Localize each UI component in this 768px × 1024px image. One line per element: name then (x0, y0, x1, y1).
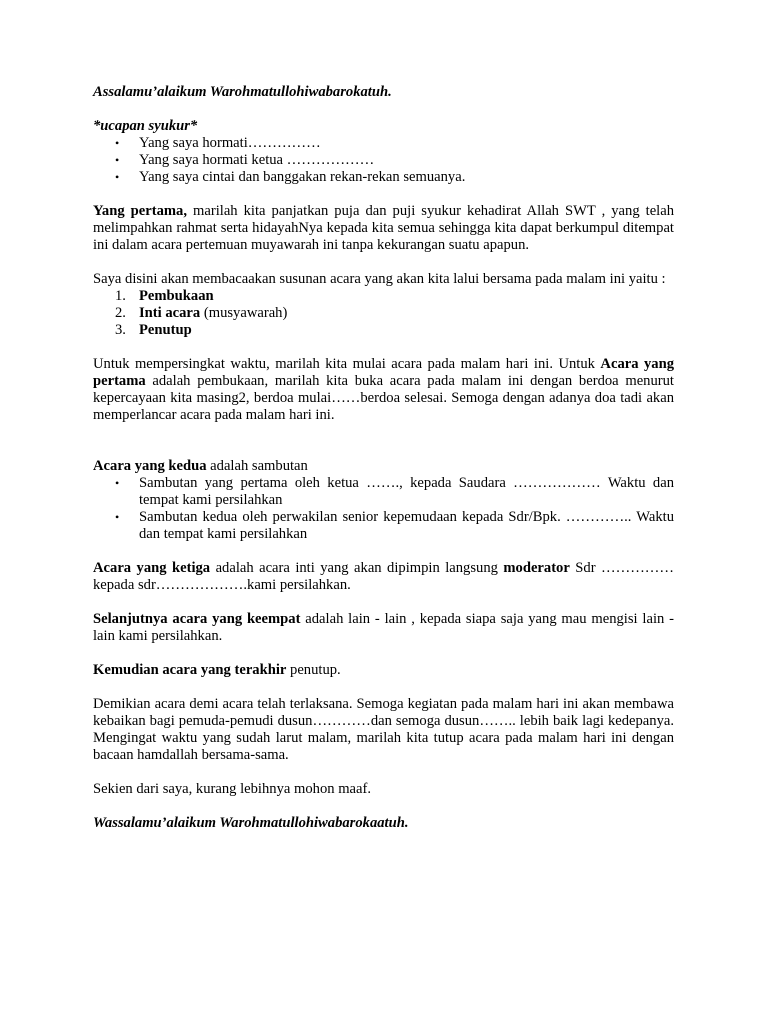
list-item-text: Sambutan yang pertama oleh ketua ……., kepada Saudara ……………… Waktu dan tempat kami persilahkan (139, 475, 674, 508)
bold-phrase: moderator (503, 560, 570, 576)
list-item (93, 169, 674, 186)
agenda-list (93, 288, 674, 339)
paragraph-text: adalah pembukaan, marilah kita buka acara pada malam ini dengan berdoa menurut kepercayaan kita masing2, berdoa mulai……berdoa selesai. Semoga dengan adanya doa tadi akan memperlancar acara pada malam hari ini. (93, 373, 674, 423)
thanks-heading: *ucapan syukur* (93, 118, 198, 134)
list-item (93, 288, 674, 305)
paragraph-third-agenda (93, 560, 674, 594)
agenda-item-title: Pembukaan (139, 288, 214, 304)
bold-phrase: Acara yang ketiga (93, 560, 211, 576)
closing-greeting: Wassalamu’alaikum Warohmatullohiwabarokaatuh. (93, 815, 409, 831)
paragraph-first (93, 203, 674, 254)
thanks-list (93, 135, 674, 186)
bullet-icon: • (115, 136, 120, 150)
sambutan-list (93, 475, 674, 543)
list-item (93, 135, 674, 152)
bullet-icon: • (115, 510, 120, 524)
list-item-text: Yang saya cintai dan banggakan rekan-rekan semuanya. (139, 169, 466, 185)
list-item (93, 475, 674, 509)
list-number: 1. (115, 288, 126, 304)
paragraph-text: penutup. (286, 662, 341, 678)
paragraph-last-agenda (93, 662, 674, 679)
bold-lead: Yang pertama, (93, 203, 187, 219)
list-item (93, 305, 674, 322)
bold-phrase: Selanjutnya acara yang keempat (93, 611, 301, 627)
bold-phrase: Kemudian acara yang terakhir (93, 662, 287, 678)
paragraph-text: marilah kita panjatkan puja dan puji syukur kehadirat Allah SWT , yang telah melimpahkan rahmat serta hidayahNya kepada kita semua sehingga kita dapat berkumpul ditempat ini dalam acara pertemuan muyawarah ini tanpa kekurangan suatu apapun. (93, 203, 675, 253)
paragraph-agenda-intro: Saya disini akan membacaakan susunan acara yang akan kita lalui bersama pada malam ini yaitu : (93, 271, 666, 287)
document-page (93, 84, 674, 832)
paragraph-text: Untuk mempersingkat waktu, marilah kita mulai acara pada malam hari ini. Untuk (93, 356, 601, 372)
bullet-icon: • (115, 153, 120, 167)
paragraph-fourth-agenda (93, 611, 674, 645)
list-number: 3. (115, 322, 126, 338)
list-item-text: Yang saya hormati ketua ……………… (139, 152, 375, 168)
agenda-item-note: (musyawarah) (200, 305, 288, 321)
paragraph-text: adalah acara inti yang akan dipimpin langsung (210, 560, 504, 576)
list-item (93, 509, 674, 543)
paragraph-second-agenda (93, 458, 674, 475)
bold-phrase: Acara yang kedua (93, 458, 207, 474)
bullet-icon: • (115, 170, 120, 184)
paragraph-closing: Demikian acara demi acara telah terlaksana. Semoga kegiatan pada malam hari ini akan membawa kebaikan bagi pemuda-pemudi dusun…………dan semoga dusun…….. lebih baik lagi kedepanya. Mengingat waktu yang sudah larut malam, marilah kita tutup acara pada malam hari ini dengan bacaan hamdallah bersama-sama. (93, 696, 674, 763)
agenda-item-title: Inti acara (139, 305, 201, 321)
paragraph-text: adalah lain - lain , kepada siapa saja yang mau mengisi lain - lain kami persilahkan. (93, 611, 674, 644)
list-item-text: Sambutan kedua oleh perwakilan senior kepemudaan kepada Sdr/Bpk. ………….. Waktu dan tempat kami persilahkan (139, 509, 674, 542)
list-item-text: Yang saya hormati…………… (139, 135, 321, 151)
paragraph-apology: Sekien dari saya, kurang lebihnya mohon maaf. (93, 781, 372, 797)
agenda-item-title: Penutup (139, 322, 192, 338)
paragraph-opening (93, 356, 674, 424)
opening-greeting: Assalamu’alaikum Warohmatullohiwabarokatuh. (93, 84, 392, 100)
paragraph-text: Sdr …………… kepada sdr……………….kami persilahkan. (93, 560, 674, 593)
bold-phrase: Acara yang pertama (93, 356, 674, 389)
list-item (93, 152, 674, 169)
list-number: 2. (115, 305, 126, 321)
list-item (93, 322, 674, 339)
bullet-icon: • (115, 476, 120, 490)
paragraph-text: adalah sambutan (206, 458, 308, 474)
